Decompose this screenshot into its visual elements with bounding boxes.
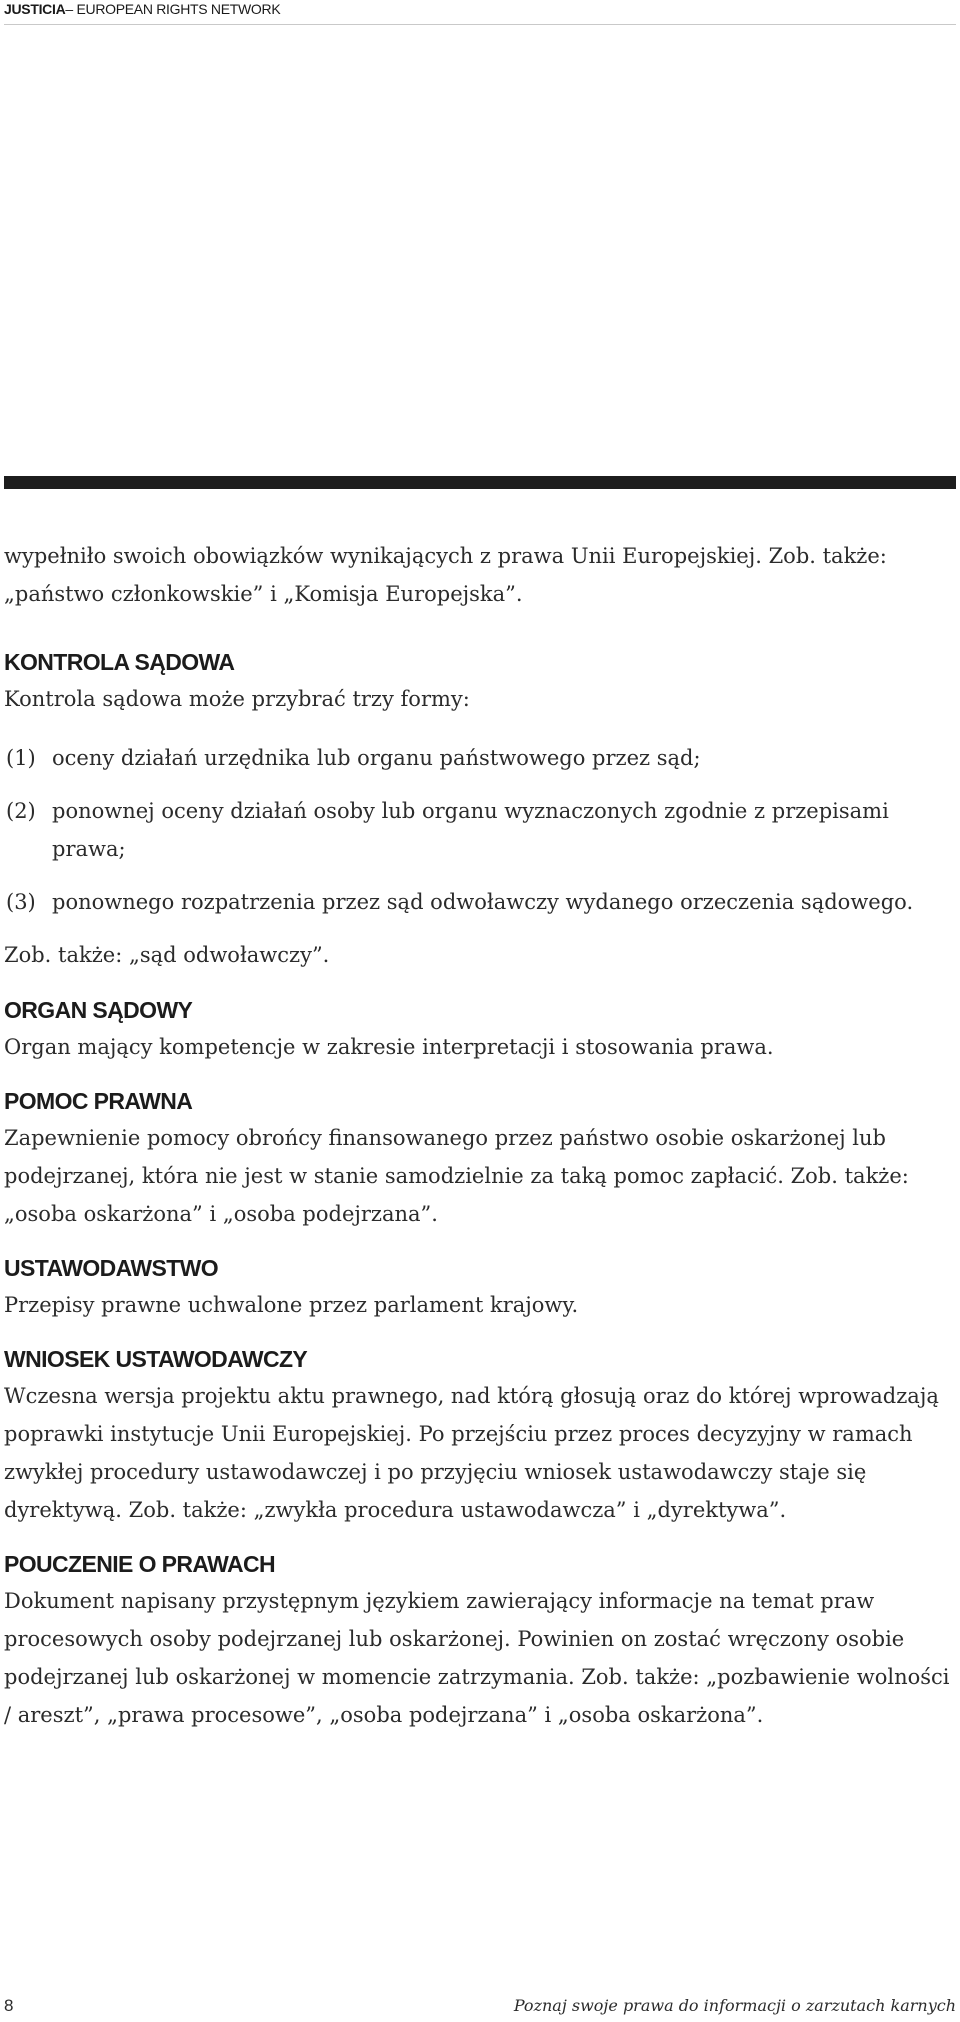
header-subtitle: – EUROPEAN RIGHTS NETWORK <box>65 1 281 17</box>
entry-heading: WNIOSEK USTAWODAWCZY <box>4 1346 308 1372</box>
list-item <box>4 739 956 777</box>
glossary-content <box>4 537 956 1751</box>
list-item-text: oceny działań urzędnika lub organu państwowego przez sąd; <box>52 746 701 770</box>
see-also-text: Zob. także: „sąd odwoławczy”. <box>4 943 330 967</box>
entry-heading: KONTROLA SĄDOWA <box>4 649 235 675</box>
page-number: 8 <box>4 1996 14 2015</box>
entry-heading: USTAWODAWSTWO <box>4 1255 219 1281</box>
entry-body: Przepisy prawne uchwalone przez parlament krajowy. <box>4 1293 579 1317</box>
entry-intro: Kontrola sądowa może przybrać trzy formy: <box>4 687 470 711</box>
entry-ustawodawstwo <box>4 1250 956 1324</box>
entry-pouczenie-o-prawach <box>4 1546 956 1734</box>
section-divider-bar <box>4 476 956 489</box>
page-footer <box>4 1996 956 2016</box>
header-text <box>4 0 280 18</box>
entry-pomoc-prawna <box>4 1083 956 1233</box>
entry-heading: POMOC PRAWNA <box>4 1088 193 1114</box>
footer-title: Poznaj swoje prawa do informacji o zarzutach karnych <box>513 1996 956 2015</box>
list-item-text: ponownego rozpatrzenia przez sąd odwoławczy wydanego orzeczenia sądowego. <box>52 890 914 914</box>
continuation-text: wypełniło swoich obowiązków wynikających z prawa Unii Europejskiej. Zob. także: „państwo członkowskie” i „Komisja Europejska”. <box>4 544 887 606</box>
header-brand: JUSTICIA <box>4 1 66 17</box>
entry-body: Organ mający kompetencje w zakresie interpretacji i stosowania prawa. <box>4 1035 774 1059</box>
entry-wniosek-ustawodawczy <box>4 1341 956 1529</box>
entry-body: Dokument napisany przystępnym językiem zawierający informacje na temat praw procesowych osoby podejrzanej lub oskarżonej. Powinien on zostać wręczony osobie podejrzanej lub oskarżonej w momencie zatrzymania. Zob. także: „pozbawienie wolności / areszt”, „prawa procesowe”, „osoba podejrzana” i „osoba oskarżona”. <box>4 1589 950 1727</box>
entry-body: Zapewnienie pomocy obrońcy finansowanego przez państwo osobie oskarżonej lub podejrzanej, która nie jest w stanie samodzielnie za taką pomoc zapłacić. Zob. także: „osoba oskarżona” i „osoba podejrzana”. <box>4 1126 909 1226</box>
list-item-number: (3) <box>6 890 36 914</box>
entry-body: Wczesna wersja projektu aktu prawnego, nad którą głosują oraz do której wprowadzają poprawki instytucje Unii Europejskiej. Po przejściu przez proces decyzyjny w ramach zwykłej procedury ustawodawczej i po przyjęciu wniosek ustawodawczy staje się dyrektywą. Zob. także: „zwykła procedura ustawodawcza” i „dyrektywa”. <box>4 1384 939 1522</box>
list-item <box>4 883 956 921</box>
list-item-number: (2) <box>6 799 36 823</box>
list-item-number: (1) <box>6 746 36 770</box>
entry-kontrola-sadowa <box>4 644 956 974</box>
forms-list <box>4 739 956 921</box>
list-item <box>4 792 956 868</box>
list-item-text: ponownej oceny działań osoby lub organu wyznaczonych zgodnie z przepisami prawa; <box>52 799 889 861</box>
entry-heading: ORGAN SĄDOWY <box>4 997 193 1023</box>
entry-organ-sadowy <box>4 992 956 1066</box>
entry-heading: POUCZENIE O PRAWACH <box>4 1551 276 1577</box>
running-header <box>4 0 956 25</box>
